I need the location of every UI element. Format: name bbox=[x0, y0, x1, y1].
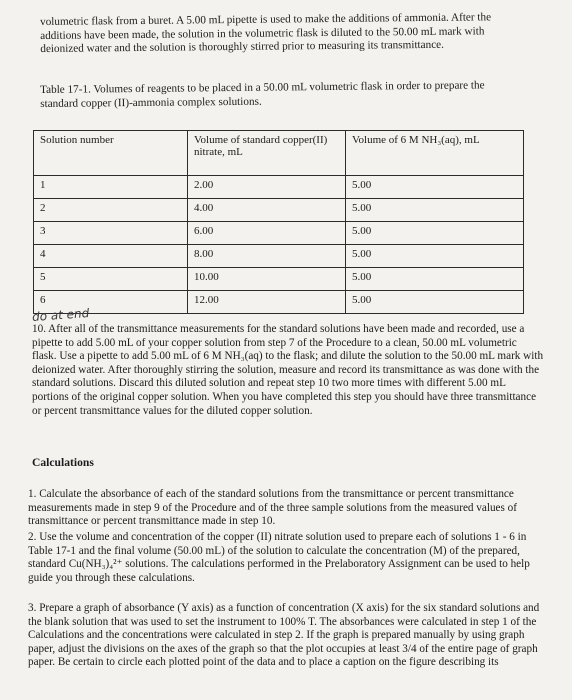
calculation-item-3: 3. Prepare a graph of absorbance (Y axis) as a function of concentration (X axis) for the six standard solutions and the blank solution that was used to set the instrument to 100% T. The absorbances were calculated in step 1 of the Calculations and the concentrations were calculated in step 2. If the graph is prepared manually by using graph paper, adjust the divisions on the axes of the graph so that the plot occupies at least 3/4 of the entire page of graph paper. Be certain to circle each plotted point of the data and to place a caption on the figure describing its bbox=[28, 602, 540, 669]
cell-copper-volume: 6.00 bbox=[188, 222, 346, 245]
cell-solution-number: 6 bbox=[34, 291, 188, 314]
calculation-item-2: 2. Use the volume and concentration of the copper (II) nitrate solution used to prepare each of solutions 1 - 6 in Table 17-1 and the final volume (50.00 mL) of the solution to calculate the concentration (M) of the prepared, standard Cu(NH₃)₄²⁺ solutions. The calculations performed in the Prelaboratory Assignment can be used to help guide you through these calculations. bbox=[28, 531, 530, 584]
cell-solution-number: 4 bbox=[34, 245, 188, 268]
table-row bbox=[34, 268, 524, 291]
cell-ammonia-volume: 5.00 bbox=[346, 199, 524, 222]
table-header-row bbox=[34, 131, 524, 176]
cell-ammonia-volume: 5.00 bbox=[346, 176, 524, 199]
reagent-volume-table bbox=[33, 130, 524, 314]
table-caption: Table 17-1. Volumes of reagents to be placed in a 50.00 mL volumetric flask in order to prepare the standard copper (II)-ammonia complex solutions. bbox=[40, 79, 485, 110]
cell-copper-volume: 4.00 bbox=[188, 199, 346, 222]
cell-solution-number: 5 bbox=[34, 268, 188, 291]
intro-paragraph: volumetric flask from a buret. A 5.00 mL pipette is used to make the additions of ammonia. After the additions have been made, the solution in the volumetric flask is diluted to the 50.00 mL mark with deionized water and the solution is thoroughly stirred prior to measuring its transmittance. bbox=[40, 11, 492, 56]
calculations-heading: Calculations bbox=[32, 456, 94, 469]
header-copper-volume: Volume of standard copper(II) nitrate, mL bbox=[188, 131, 346, 176]
cell-ammonia-volume: 5.00 bbox=[346, 222, 524, 245]
table-row bbox=[34, 199, 524, 222]
cell-copper-volume: 8.00 bbox=[188, 245, 346, 268]
cell-copper-volume: 2.00 bbox=[188, 176, 346, 199]
cell-copper-volume: 10.00 bbox=[188, 268, 346, 291]
handwritten-note: do at end bbox=[31, 306, 90, 324]
cell-solution-number: 2 bbox=[34, 199, 188, 222]
table-row bbox=[34, 222, 524, 245]
calculation-item-1: 1. Calculate the absorbance of each of the standard solutions from the transmittance or percent transmittance measurements made in step 9 of the Procedure and of the three sample solutions from the measured values of transmittance or percent transmittance made in step 10. bbox=[28, 488, 517, 528]
table-row bbox=[34, 291, 524, 314]
header-solution-number: Solution number bbox=[34, 131, 188, 176]
cell-ammonia-volume: 5.00 bbox=[346, 291, 524, 314]
procedure-step-10: 10. After all of the transmittance measurements for the standard solutions have been made and recorded, use a pipette to add 5.00 mL of your copper solution from step 7 of the Procedure to a clean, 50.00 mL volumetric flask. Use a pipette to add 5.00 mL of 6 M NH₃(aq) to the flask; and dilute the solution to the 50.00 mL mark with deionized water. After thoroughly stirring the solution, measure and record its transmittance as was done with the standard solutions. Discard this diluted solution and repeat step 10 two more times with different 5.00 mL portions of the original copper solution. When you have completed this step you should have three transmittance or percent transmittance values for the diluted copper solution. bbox=[32, 323, 544, 417]
cell-copper-volume: 12.00 bbox=[188, 291, 346, 314]
table-row bbox=[34, 176, 524, 199]
cell-ammonia-volume: 5.00 bbox=[346, 268, 524, 291]
header-ammonia-volume: Volume of 6 M NH₃(aq), mL bbox=[346, 131, 524, 176]
cell-ammonia-volume: 5.00 bbox=[346, 245, 524, 268]
cell-solution-number: 3 bbox=[34, 222, 188, 245]
table-row bbox=[34, 245, 524, 268]
cell-solution-number: 1 bbox=[34, 176, 188, 199]
